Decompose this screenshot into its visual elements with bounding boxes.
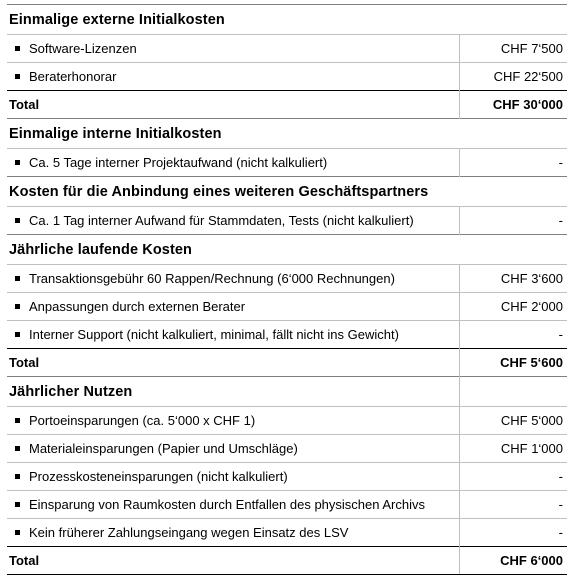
bullet-icon [15, 530, 20, 535]
item-value: - [459, 463, 567, 491]
cost-benefit-table-container [7, 4, 567, 575]
item-label-cell [7, 63, 459, 91]
total-value: CHF 5‘600 [459, 349, 567, 377]
bullet-icon [15, 502, 20, 507]
table-row [7, 491, 567, 519]
item-label-cell [7, 491, 459, 519]
bullet-icon [15, 74, 20, 79]
section-header [7, 119, 567, 149]
table-row [7, 293, 567, 321]
section-heading: Jährlicher Nutzen [7, 377, 459, 407]
section-heading: Kosten für die Anbindung eines weiteren Geschäftspartners [7, 177, 567, 207]
bullet-icon [15, 218, 20, 223]
section-heading: Jährliche laufende Kosten [7, 235, 567, 265]
item-label-cell [7, 435, 459, 463]
section-header [7, 235, 567, 265]
item-label-cell [7, 463, 459, 491]
item-label: Materialeinsparungen (Papier und Umschläge) [29, 441, 298, 456]
item-label: Anpassungen durch externen Berater [29, 299, 246, 314]
total-label: Total [7, 91, 459, 119]
item-value: - [459, 149, 567, 177]
bullet-icon [15, 418, 20, 423]
bullet-icon [15, 446, 20, 451]
total-label: Total [7, 547, 459, 575]
table-row [7, 435, 567, 463]
item-label: Prozesskosteneinsparungen (nicht kalkuliert) [29, 469, 288, 484]
table-row [7, 35, 567, 63]
table-row [7, 265, 567, 293]
bullet-icon [15, 304, 20, 309]
item-label-cell [7, 265, 459, 293]
cost-benefit-table [7, 4, 567, 575]
item-label-cell [7, 293, 459, 321]
bullet-icon [15, 474, 20, 479]
item-label: Portoeinsparungen (ca. 5‘000 x CHF 1) [29, 413, 256, 428]
item-value: CHF 5‘000 [459, 407, 567, 435]
item-value: - [459, 321, 567, 349]
item-value: - [459, 519, 567, 547]
item-label: Software-Lizenzen [29, 41, 137, 56]
table-row [7, 407, 567, 435]
total-label: Total [7, 349, 459, 377]
section-heading-empty-cell [459, 377, 567, 407]
bullet-icon [15, 332, 20, 337]
item-label: Einsparung von Raumkosten durch Entfallen des physischen Archivs [29, 497, 425, 512]
item-label-cell [7, 149, 459, 177]
section-header [7, 5, 567, 35]
total-row [7, 547, 567, 575]
item-value: CHF 2‘000 [459, 293, 567, 321]
item-label: Transaktionsgebühr 60 Rappen/Rechnung (6‘000 Rechnungen) [29, 271, 395, 286]
item-label-cell [7, 35, 459, 63]
section-heading: Einmalige externe Initialkosten [7, 5, 459, 35]
item-value: CHF 7‘500 [459, 35, 567, 63]
item-label-cell [7, 321, 459, 349]
item-label-cell [7, 407, 459, 435]
bullet-icon [15, 276, 20, 281]
item-label-cell [7, 519, 459, 547]
total-row [7, 349, 567, 377]
total-value: CHF 6‘000 [459, 547, 567, 575]
section-heading: Einmalige interne Initialkosten [7, 119, 567, 149]
table-row [7, 63, 567, 91]
table-row [7, 149, 567, 177]
section-heading-empty-cell [459, 5, 567, 35]
item-value: CHF 22‘500 [459, 63, 567, 91]
bullet-icon [15, 46, 20, 51]
item-label: Interner Support (nicht kalkuliert, minimal, fällt nicht ins Gewicht) [29, 327, 399, 342]
section-header [7, 177, 567, 207]
table-row [7, 463, 567, 491]
item-label: Beraterhonorar [29, 69, 117, 84]
item-label: Kein früherer Zahlungseingang wegen Einsatz des LSV [29, 525, 349, 540]
item-label: Ca. 5 Tage interner Projektaufwand (nicht kalkuliert) [29, 155, 328, 170]
item-label: Ca. 1 Tag interner Aufwand für Stammdaten, Tests (nicht kalkuliert) [29, 213, 414, 228]
table-row [7, 321, 567, 349]
total-value: CHF 30‘000 [459, 91, 567, 119]
item-value: CHF 1‘000 [459, 435, 567, 463]
table-row [7, 207, 567, 235]
table-row [7, 519, 567, 547]
total-row [7, 91, 567, 119]
item-value: - [459, 207, 567, 235]
item-label-cell [7, 207, 459, 235]
bullet-icon [15, 160, 20, 165]
item-value: - [459, 491, 567, 519]
item-value: CHF 3‘600 [459, 265, 567, 293]
section-header [7, 377, 567, 407]
